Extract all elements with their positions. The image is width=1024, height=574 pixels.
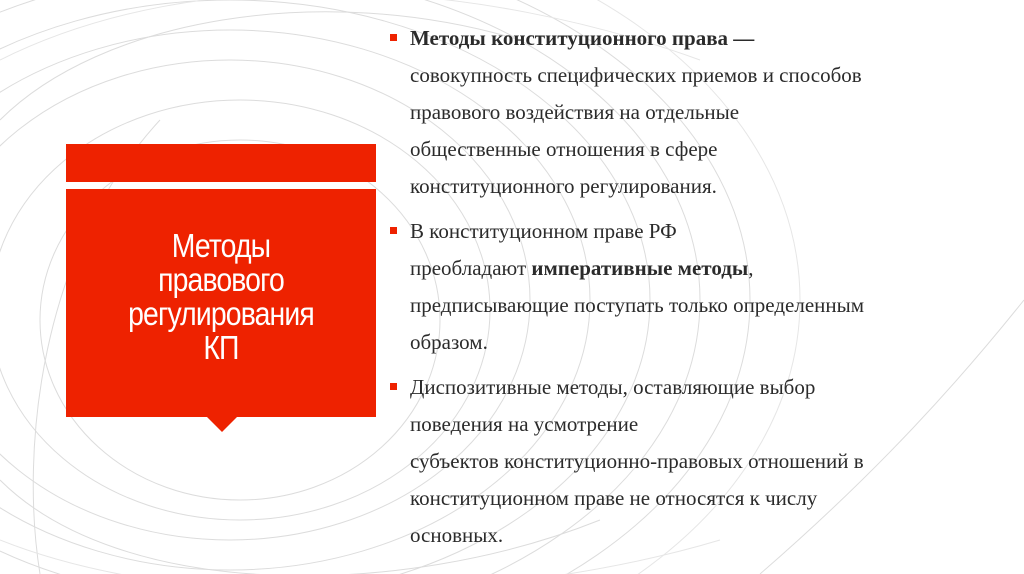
title-pointer-triangle bbox=[206, 416, 238, 432]
bullet-square-icon bbox=[390, 383, 397, 390]
bullet-line: субъектов конституционно-правовых отношений в bbox=[410, 449, 864, 473]
slide-title-line: КП bbox=[203, 329, 239, 366]
bullet-line: В конституционном праве РФ bbox=[410, 219, 677, 243]
slide-title-line: правового bbox=[158, 261, 284, 298]
bullet-item-definition bbox=[386, 20, 1018, 205]
bullet-list bbox=[386, 20, 1018, 562]
bullet-item-dispositive bbox=[386, 369, 1018, 554]
bullet-square-icon bbox=[390, 227, 397, 234]
slide-title bbox=[128, 229, 314, 365]
bullet-line: общественные отношения в сфере bbox=[410, 137, 718, 161]
slide-title-line: регулирования bbox=[128, 295, 314, 332]
bullet-line: поведения на усмотрение bbox=[410, 412, 639, 436]
bullet-line: Диспозитивные методы, оставляющие выбор bbox=[410, 375, 816, 399]
title-accent-bar bbox=[66, 144, 376, 182]
bullet-line: преобладают императивные методы, bbox=[410, 256, 754, 280]
bullet-item-imperative bbox=[386, 213, 1018, 361]
bullet-line: правового воздействия на отдельные bbox=[410, 100, 740, 124]
slide-title-line: Методы bbox=[171, 227, 271, 264]
bullet-line: основных. bbox=[410, 523, 504, 547]
bullet-line: предписывающие поступать только определенным bbox=[410, 293, 865, 317]
bullet-line: конституционном праве не относятся к числу bbox=[410, 486, 818, 510]
bullet-line: Методы конституционного права — bbox=[410, 26, 755, 50]
bullet-line: совокупность специфических приемов и способов bbox=[410, 63, 862, 87]
title-box bbox=[66, 189, 376, 417]
bullet-line: конституционного регулирования. bbox=[410, 174, 717, 198]
bullet-square-icon bbox=[390, 34, 397, 41]
bullet-line: образом. bbox=[410, 330, 488, 354]
